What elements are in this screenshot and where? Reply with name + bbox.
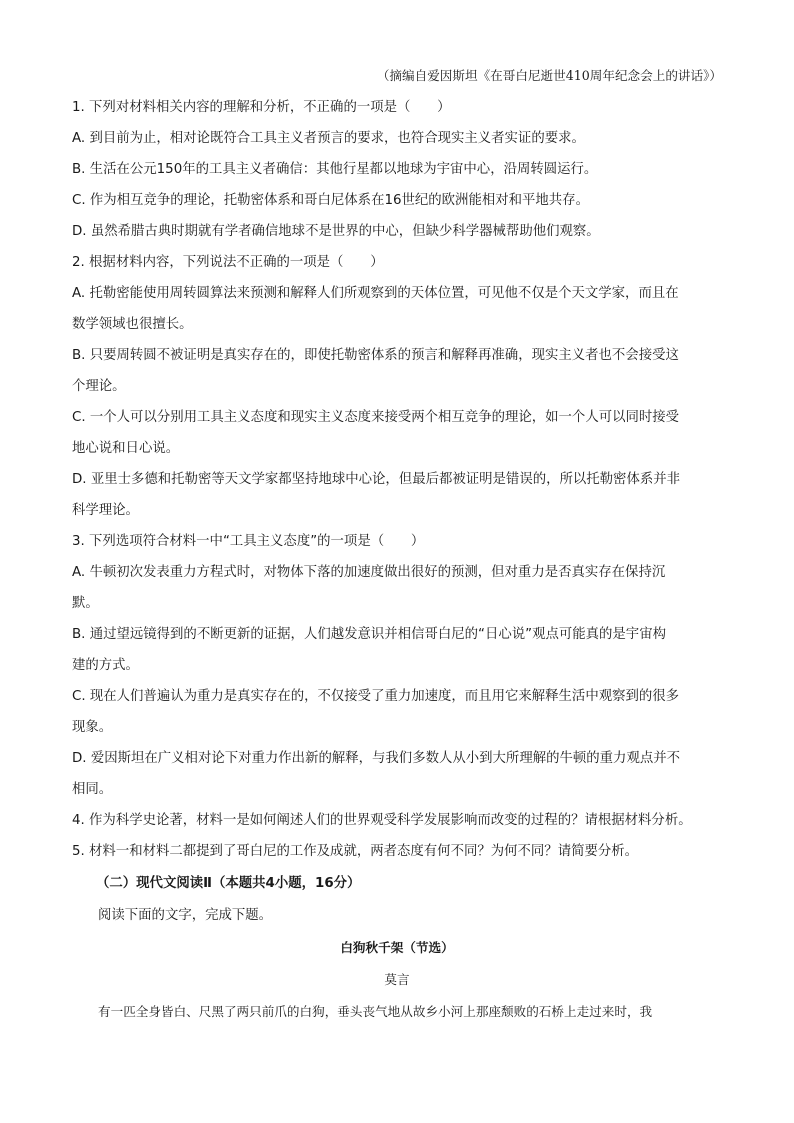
q3-option-b: B. 通过望远镜得到的不断更新的证据，人们越发意识并相信哥白尼的“日心说”观点可能真的是宇宙构: [72, 627, 666, 642]
citation: （摘编自爱因斯坦《在哥白尼逝世410周年纪念会上的讲话》）: [376, 68, 722, 83]
q3-option-a: A. 牛顿初次发表重力方程式时，对物体下落的加速度做出很好的预测，但对重力是否真实存在保持沉: [72, 565, 666, 580]
q3-option-d-cont: 相同。: [72, 782, 113, 797]
q2-option-d: D. 亚里士多德和托勒密等天文学家都坚持地球中心论，但最后都被证明是错误的，所以托勒密体系并非: [72, 472, 681, 487]
story-first-line: 有一匹全身皆白、尺黑了两只前爪的白狗，垂头丧气地从故乡小河上那座颓败的石桥上走过来时，我: [98, 1004, 653, 1019]
section-heading: （二）现代文阅读Ⅱ（本题共4小题，16分）: [96, 876, 361, 891]
q3-option-c: C. 现在人们普遍认为重力是真实存在的，不仅接受了重力加速度，而且用它来解释生活中观察到的很多: [72, 689, 680, 704]
q1-option-d: D. 虽然希腊古典时期就有学者确信地球不是世界的中心，但缺少科学器械帮助他们观察。: [72, 224, 600, 239]
q3-option-c-cont: 现象。: [72, 720, 113, 735]
reading-instruction: 阅读下面的文字，完成下题。: [98, 908, 273, 923]
q3-option-d: D. 爱因斯坦在广义相对论下对重力作出新的解释，与我们多数人从小到大所理解的牛顿的重力观点并不: [72, 751, 681, 766]
q3-option-b-cont: 建的方式。: [72, 658, 139, 673]
q2-option-d-cont: 科学理论。: [72, 503, 139, 518]
q2-option-a-cont: 数学领域也很擅长。: [72, 317, 193, 332]
q2-option-b-cont: 个理论。: [72, 379, 126, 394]
story-author: 莫言: [384, 972, 410, 987]
q1-option-b: B. 生活在公元150年的工具主义者确信：其他行星都以地球为宇宙中心，沿周转圆运行。: [72, 162, 598, 177]
q1-option-c: C. 作为相互竞争的理论，托勒密体系和哥白尼体系在16世纪的欧洲能相对和平地共存。: [72, 193, 589, 208]
q3-option-a-cont: 默。: [72, 596, 99, 611]
q2-option-c-cont: 地心说和日心说。: [72, 441, 180, 456]
q2-option-a: A. 托勒密能使用周转圆算法来预测和解释人们所观察到的天体位置，可见他不仅是个天文学家，而且在: [72, 286, 679, 301]
q2-option-b: B. 只要周转圆不被证明是真实存在的，即使托勒密体系的预言和解释再准确，现实主义者也不会接受这: [72, 348, 679, 363]
question-1: 1. 下列对材料相关内容的理解和分析，不正确的一项是（ ）: [72, 100, 451, 115]
question-5: 5. 材料一和材料二都提到了哥白尼的工作及成就，两者态度有何不同？为何不同？请简要分析。: [72, 844, 639, 859]
question-3: 3. 下列选项符合材料一中“工具主义态度”的一项是（ ）: [72, 534, 425, 549]
question-2: 2. 根据材料内容，下列说法不正确的一项是（ ）: [72, 255, 384, 270]
q2-option-c: C. 一个人可以分别用工具主义态度和现实主义态度来接受两个相互竞争的理论，如一个人可以同时接受: [72, 410, 680, 425]
story-title: 白狗秋千架（节选）: [340, 940, 454, 955]
q1-option-a: A. 到目前为止，相对论既符合工具主义者预言的要求，也符合现实主义者实证的要求。: [72, 131, 585, 146]
question-4: 4. 作为科学史论著，材料一是如何阐述人们的世界观受科学发展影响而改变的过程的？请根据材料分析。: [72, 813, 692, 828]
